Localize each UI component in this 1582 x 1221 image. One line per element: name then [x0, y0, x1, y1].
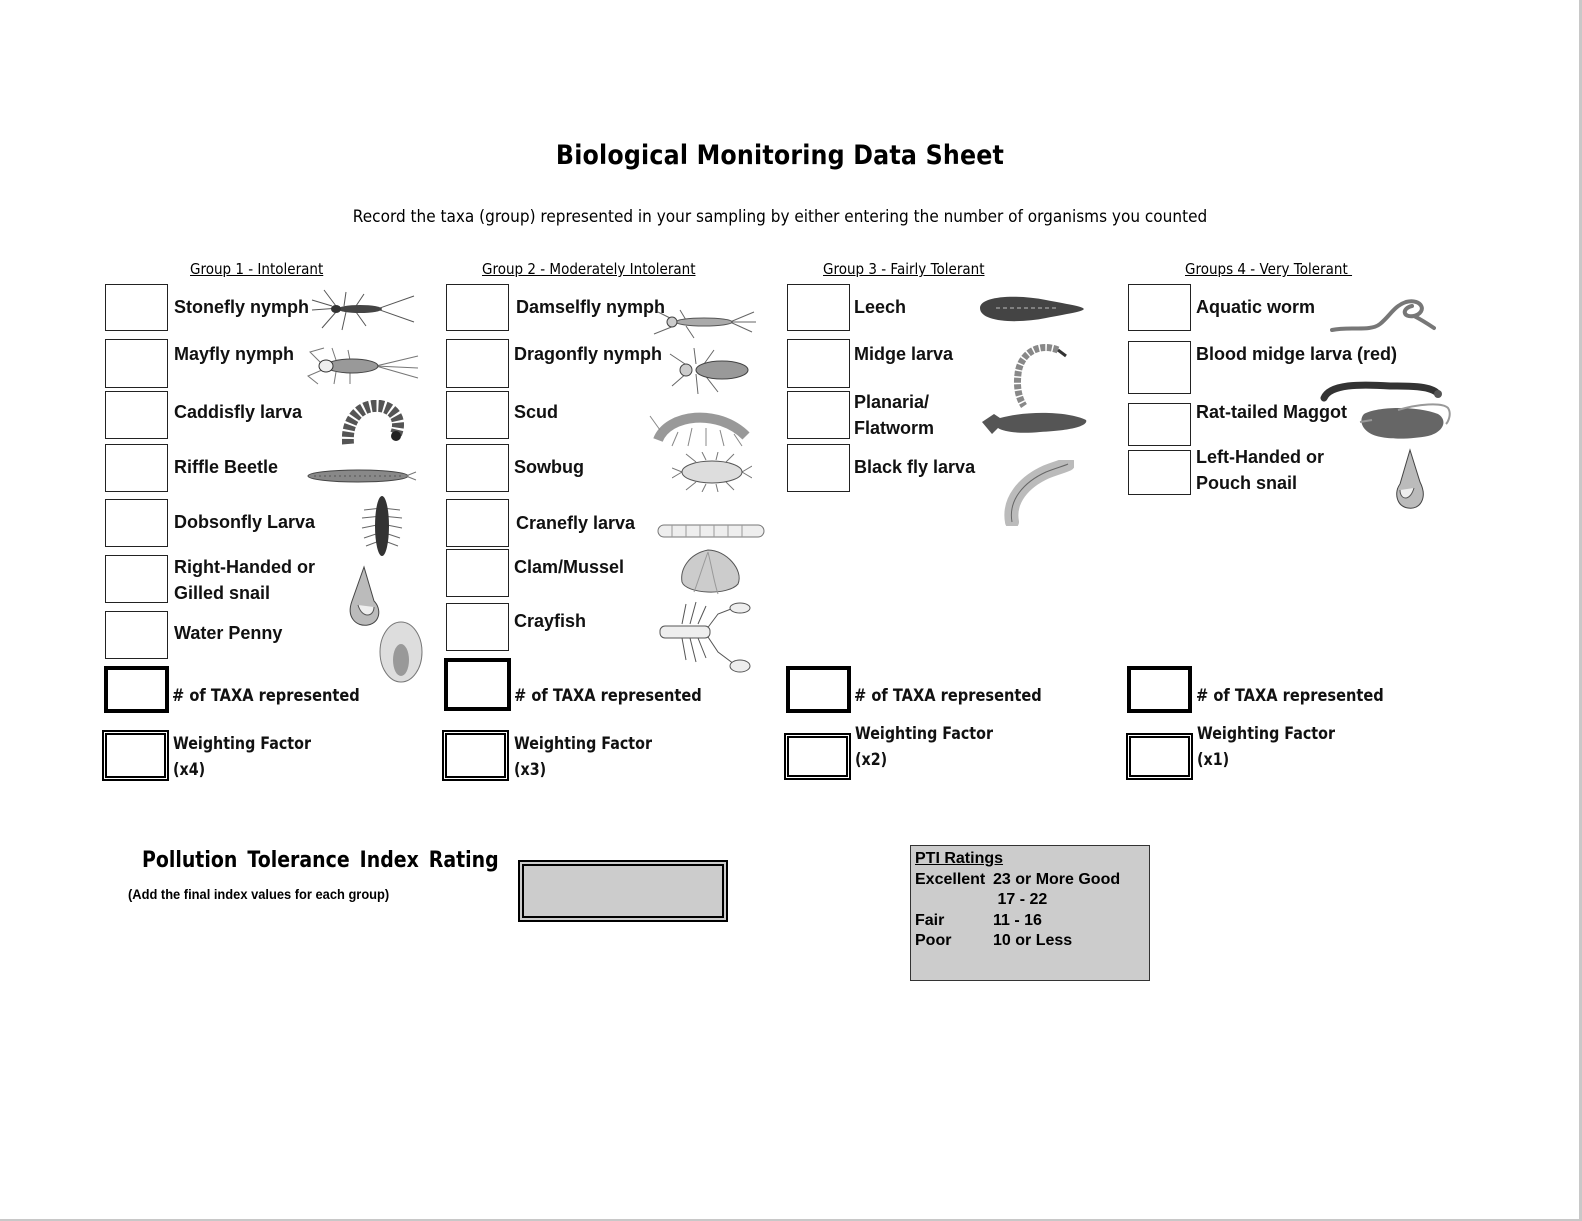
organism-label: Right-Handed or	[174, 557, 315, 577]
count-box-caddisfly-larva[interactable]	[105, 391, 168, 439]
count-box-stonefly-nymph[interactable]	[105, 284, 168, 331]
organism-label: Clam/Mussel	[514, 557, 625, 577]
aquatic-worm-icon	[1330, 296, 1436, 336]
count-box-water-penny[interactable]	[105, 611, 168, 659]
dobsonfly-larva-icon	[360, 488, 404, 564]
organism-label: Damselfly nymph	[516, 297, 666, 317]
organism-label: Left-Handed or	[1196, 447, 1324, 467]
count-box-riffle-beetle[interactable]	[105, 444, 168, 492]
count-box-midge-larva[interactable]	[787, 339, 850, 388]
organism-label: Scud	[514, 402, 559, 422]
group-4-heading: Groups 4 - Very Tolerant	[1185, 260, 1353, 278]
weighting-box-group-4[interactable]	[1126, 733, 1193, 780]
black-fly-larva-icon	[1004, 460, 1074, 526]
rating-label: Fair	[915, 911, 945, 929]
count-box-dragonfly-nymph[interactable]	[446, 339, 509, 388]
count-box-black-fly-larva[interactable]	[787, 444, 850, 492]
ratings-title: PTI Ratings	[915, 850, 1004, 867]
dragonfly-nymph-icon	[668, 346, 752, 396]
taxa-count-box-group-3[interactable]	[786, 666, 851, 713]
organism-label: Planaria/	[854, 392, 930, 412]
count-box-right-handed-snail[interactable]	[105, 555, 168, 603]
weighting-label: Weighting Factor	[1197, 724, 1335, 744]
group-2-heading: Group 2 - Moderately Intolerant	[482, 260, 696, 278]
riffle-beetle-icon	[306, 466, 418, 488]
organism-label: Sowbug	[514, 457, 584, 477]
weighting-box-group-1[interactable]	[102, 730, 169, 781]
rating-range: 11 - 16	[993, 911, 1042, 929]
weighting-value: (x2)	[855, 750, 888, 770]
count-box-mayfly-nymph[interactable]	[105, 339, 168, 388]
organism-label: Aquatic worm	[1196, 297, 1316, 317]
group-1-heading: Group 1 - Intolerant	[190, 260, 324, 278]
count-box-leech[interactable]	[787, 284, 850, 331]
weighting-label: Weighting Factor	[173, 734, 311, 754]
count-box-cranefly-larva[interactable]	[446, 499, 509, 547]
weighting-value: (x4)	[173, 760, 206, 780]
scud-icon	[648, 410, 752, 448]
organism-label: Caddisfly larva	[174, 402, 303, 422]
page-title: Biological Monitoring Data Sheet	[555, 140, 1005, 171]
organism-label: Stonefly nymph	[174, 297, 310, 317]
count-box-crayfish[interactable]	[446, 603, 509, 651]
organism-label: Dobsonfly Larva	[174, 512, 316, 532]
organism-label-line2: Pouch snail	[1196, 473, 1298, 493]
taxa-label: # of TAXA represented	[1196, 686, 1384, 706]
rat-tailed-maggot-icon	[1358, 402, 1452, 446]
rating-range: 10 or Less	[993, 932, 1073, 949]
weighting-box-group-3[interactable]	[784, 733, 851, 780]
pti-note: (Add the final index values for each group)	[128, 886, 390, 902]
organism-label-line2: Gilled snail	[174, 583, 271, 603]
organism-label: Rat-tailed Maggot	[1196, 402, 1347, 422]
sowbug-icon	[672, 452, 752, 492]
organism-label: Leech	[854, 297, 907, 317]
organism-label: Mayfly nymph	[174, 344, 295, 364]
rating-row	[915, 870, 1145, 891]
count-box-damselfly-nymph[interactable]	[446, 284, 509, 331]
taxa-label: # of TAXA represented	[514, 686, 702, 706]
taxa-count-box-group-2[interactable]	[444, 658, 511, 711]
count-box-left-handed-snail[interactable]	[1128, 450, 1191, 495]
midge-larva-icon	[1008, 340, 1072, 410]
count-box-blood-midge-larva[interactable]	[1128, 341, 1191, 394]
count-box-dobsonfly-larva[interactable]	[105, 499, 168, 547]
leech-icon	[976, 292, 1086, 326]
planaria-flatworm-icon	[980, 410, 1090, 438]
instructions: Record the taxa (group) represented in your sampling by either entering the number of organisms you counted	[352, 207, 1208, 227]
crayfish-icon	[656, 600, 752, 676]
organism-label-line2: Flatworm	[854, 418, 935, 438]
clam-mussel-icon	[678, 548, 742, 598]
count-box-aquatic-worm[interactable]	[1128, 284, 1191, 331]
organism-label: Water Penny	[174, 623, 283, 643]
taxa-count-box-group-4[interactable]	[1127, 666, 1192, 713]
mayfly-nymph-icon	[306, 346, 420, 386]
organism-label: Dragonfly nymph	[514, 344, 663, 364]
count-box-clam-mussel[interactable]	[446, 549, 509, 597]
water-penny-icon	[378, 620, 424, 684]
organism-label: Black fly larva	[854, 457, 976, 477]
cranefly-larva-icon	[652, 522, 766, 540]
count-box-rat-tailed-maggot[interactable]	[1128, 403, 1191, 446]
count-box-planaria-flatworm[interactable]	[787, 391, 850, 439]
left-handed-snail-icon	[1392, 448, 1430, 512]
organism-label: Cranefly larva	[516, 513, 636, 533]
weighting-label: Weighting Factor	[514, 734, 652, 754]
weighting-label: Weighting Factor	[855, 724, 993, 744]
pti-title: Pollution Tolerance Index Rating	[142, 848, 499, 873]
rating-label	[915, 890, 993, 911]
organism-label: Crayfish	[514, 611, 587, 631]
stonefly-nymph-icon	[310, 286, 415, 332]
pti-total-box[interactable]	[518, 860, 728, 922]
weighting-value: (x3)	[514, 760, 547, 780]
taxa-label: # of TAXA represented	[172, 686, 360, 706]
caddisfly-larva-icon	[342, 400, 406, 446]
weighting-value: (x1)	[1197, 750, 1230, 770]
damselfly-nymph-icon	[650, 308, 758, 340]
pti-ratings-box	[910, 845, 1150, 981]
weighting-box-group-2[interactable]	[442, 730, 509, 781]
taxa-label: # of TAXA represented	[854, 686, 1042, 706]
organism-label: Blood midge larva (red)	[1196, 344, 1398, 364]
group-3-heading: Group 3 - Fairly Tolerant	[823, 260, 985, 278]
rating-row	[915, 911, 1145, 932]
rating-range: 17 - 22	[993, 891, 1048, 908]
rating-row	[915, 890, 1145, 911]
organism-label: Riffle Beetle	[174, 457, 279, 477]
taxa-count-box-group-1[interactable]	[104, 666, 169, 713]
rating-row	[915, 931, 1145, 952]
count-box-scud[interactable]	[446, 391, 509, 439]
rating-range: 23 or More Good	[993, 870, 1121, 888]
organism-label: Midge larva	[854, 344, 954, 364]
count-box-sowbug[interactable]	[446, 444, 509, 492]
rating-label: Poor	[915, 932, 952, 949]
rating-label: Excellent	[915, 870, 986, 888]
